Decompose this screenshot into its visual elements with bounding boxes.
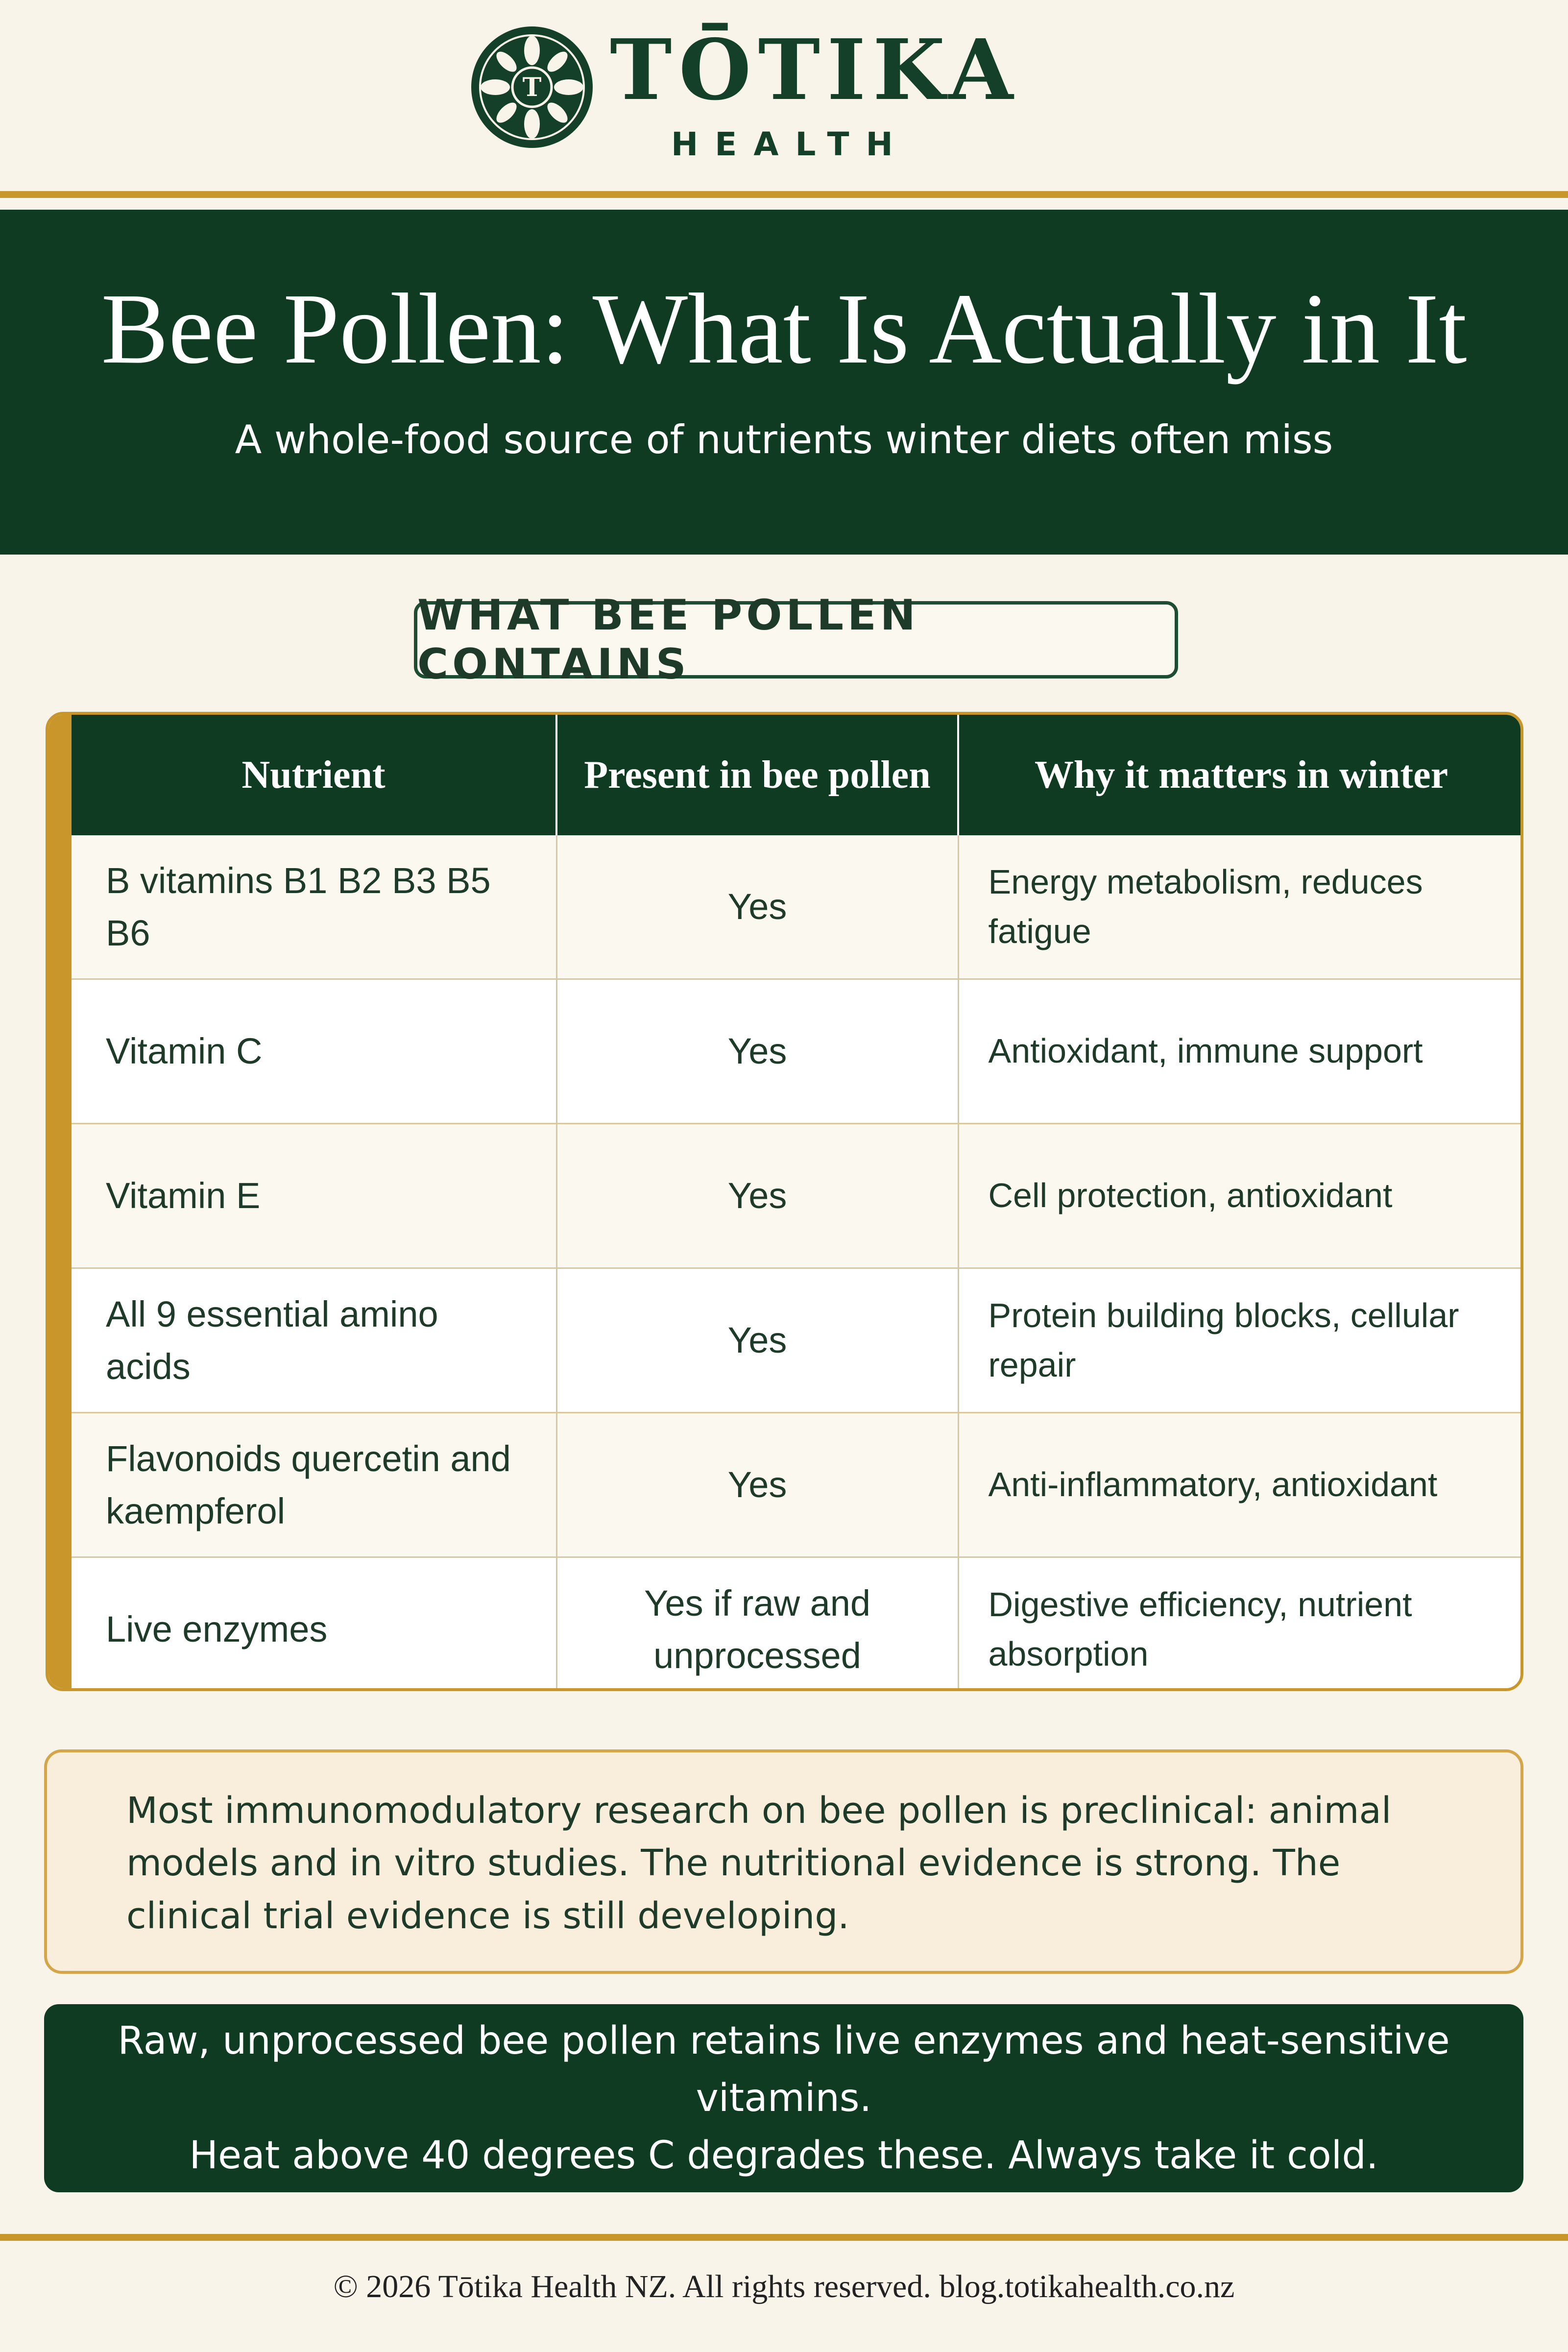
logo-letter: T xyxy=(522,73,542,102)
why-cell: Cell protection, antioxidant xyxy=(958,1124,1523,1268)
table-row xyxy=(72,1124,1523,1268)
storage-callout xyxy=(44,2004,1523,2192)
research-note: Most immunomodulatory research on bee pollen is preclinical: animal models and in vitro studies. The nutritional evidence is strong. The clinical trial evidence is still developing. xyxy=(44,1749,1523,1974)
title-banner xyxy=(0,210,1568,555)
present-cell: Yes xyxy=(556,835,958,979)
table-row xyxy=(72,979,1523,1124)
why-cell: Digestive efficiency, nutrient absorption xyxy=(958,1557,1523,1692)
column-header-nutrient: Nutrient xyxy=(72,715,556,835)
present-cell: Yes xyxy=(556,979,958,1124)
table-row xyxy=(72,835,1523,979)
footer-divider xyxy=(0,2234,1568,2241)
why-cell: Energy metabolism, reduces fatigue xyxy=(958,835,1523,979)
nutrient-cell: Vitamin E xyxy=(72,1124,556,1268)
callout-line-1: Raw, unprocessed bee pollen retains live enzymes and heat-sensitive vitamins. xyxy=(118,2018,1450,2120)
why-cell: Protein building blocks, cellular repair xyxy=(958,1268,1523,1413)
present-cell: Yes xyxy=(556,1124,958,1268)
column-header-present: Present in bee pollen xyxy=(556,715,958,835)
table-header-row xyxy=(72,715,1523,835)
page-title: Bee Pollen: What Is Actually in It xyxy=(101,272,1467,385)
brand-logo-icon xyxy=(468,24,596,151)
table-accent-bar xyxy=(48,715,72,1688)
nutrient-cell: All 9 essential amino acids xyxy=(72,1268,556,1413)
nutrient-cell: Live enzymes xyxy=(72,1557,556,1692)
brand-name: TŌTIKA xyxy=(610,21,1020,119)
header xyxy=(0,0,1568,196)
table-row xyxy=(72,1557,1523,1692)
why-cell: Antioxidant, immune support xyxy=(958,979,1523,1124)
why-cell: Anti-inflammatory, antioxidant xyxy=(958,1413,1523,1557)
header-divider xyxy=(0,191,1568,198)
present-cell: Yes xyxy=(556,1268,958,1413)
column-header-why: Why it matters in winter xyxy=(958,715,1523,835)
table-row xyxy=(72,1413,1523,1557)
present-cell: Yes xyxy=(556,1413,958,1557)
brand-subtitle: HEALTH xyxy=(671,125,910,163)
nutrient-cell: Vitamin C xyxy=(72,979,556,1124)
nutrient-cell: Flavonoids quercetin and kaempferol xyxy=(72,1413,556,1557)
section-label: WHAT BEE POLLEN CONTAINS xyxy=(414,601,1178,679)
nutrient-table xyxy=(46,712,1523,1691)
footer-copyright: © 2026 Tōtika Health NZ. All rights reserved. blog.totikahealth.co.nz xyxy=(333,2269,1235,2304)
callout-line-2: Heat above 40 degrees C degrades these. Always take it cold. xyxy=(189,2133,1378,2178)
table-row xyxy=(72,1268,1523,1413)
present-cell: Yes if raw and unprocessed xyxy=(556,1557,958,1692)
nutrient-cell: B vitamins B1 B2 B3 B5 B6 xyxy=(72,835,556,979)
page-subtitle: A whole-food source of nutrients winter diets often miss xyxy=(235,417,1333,462)
